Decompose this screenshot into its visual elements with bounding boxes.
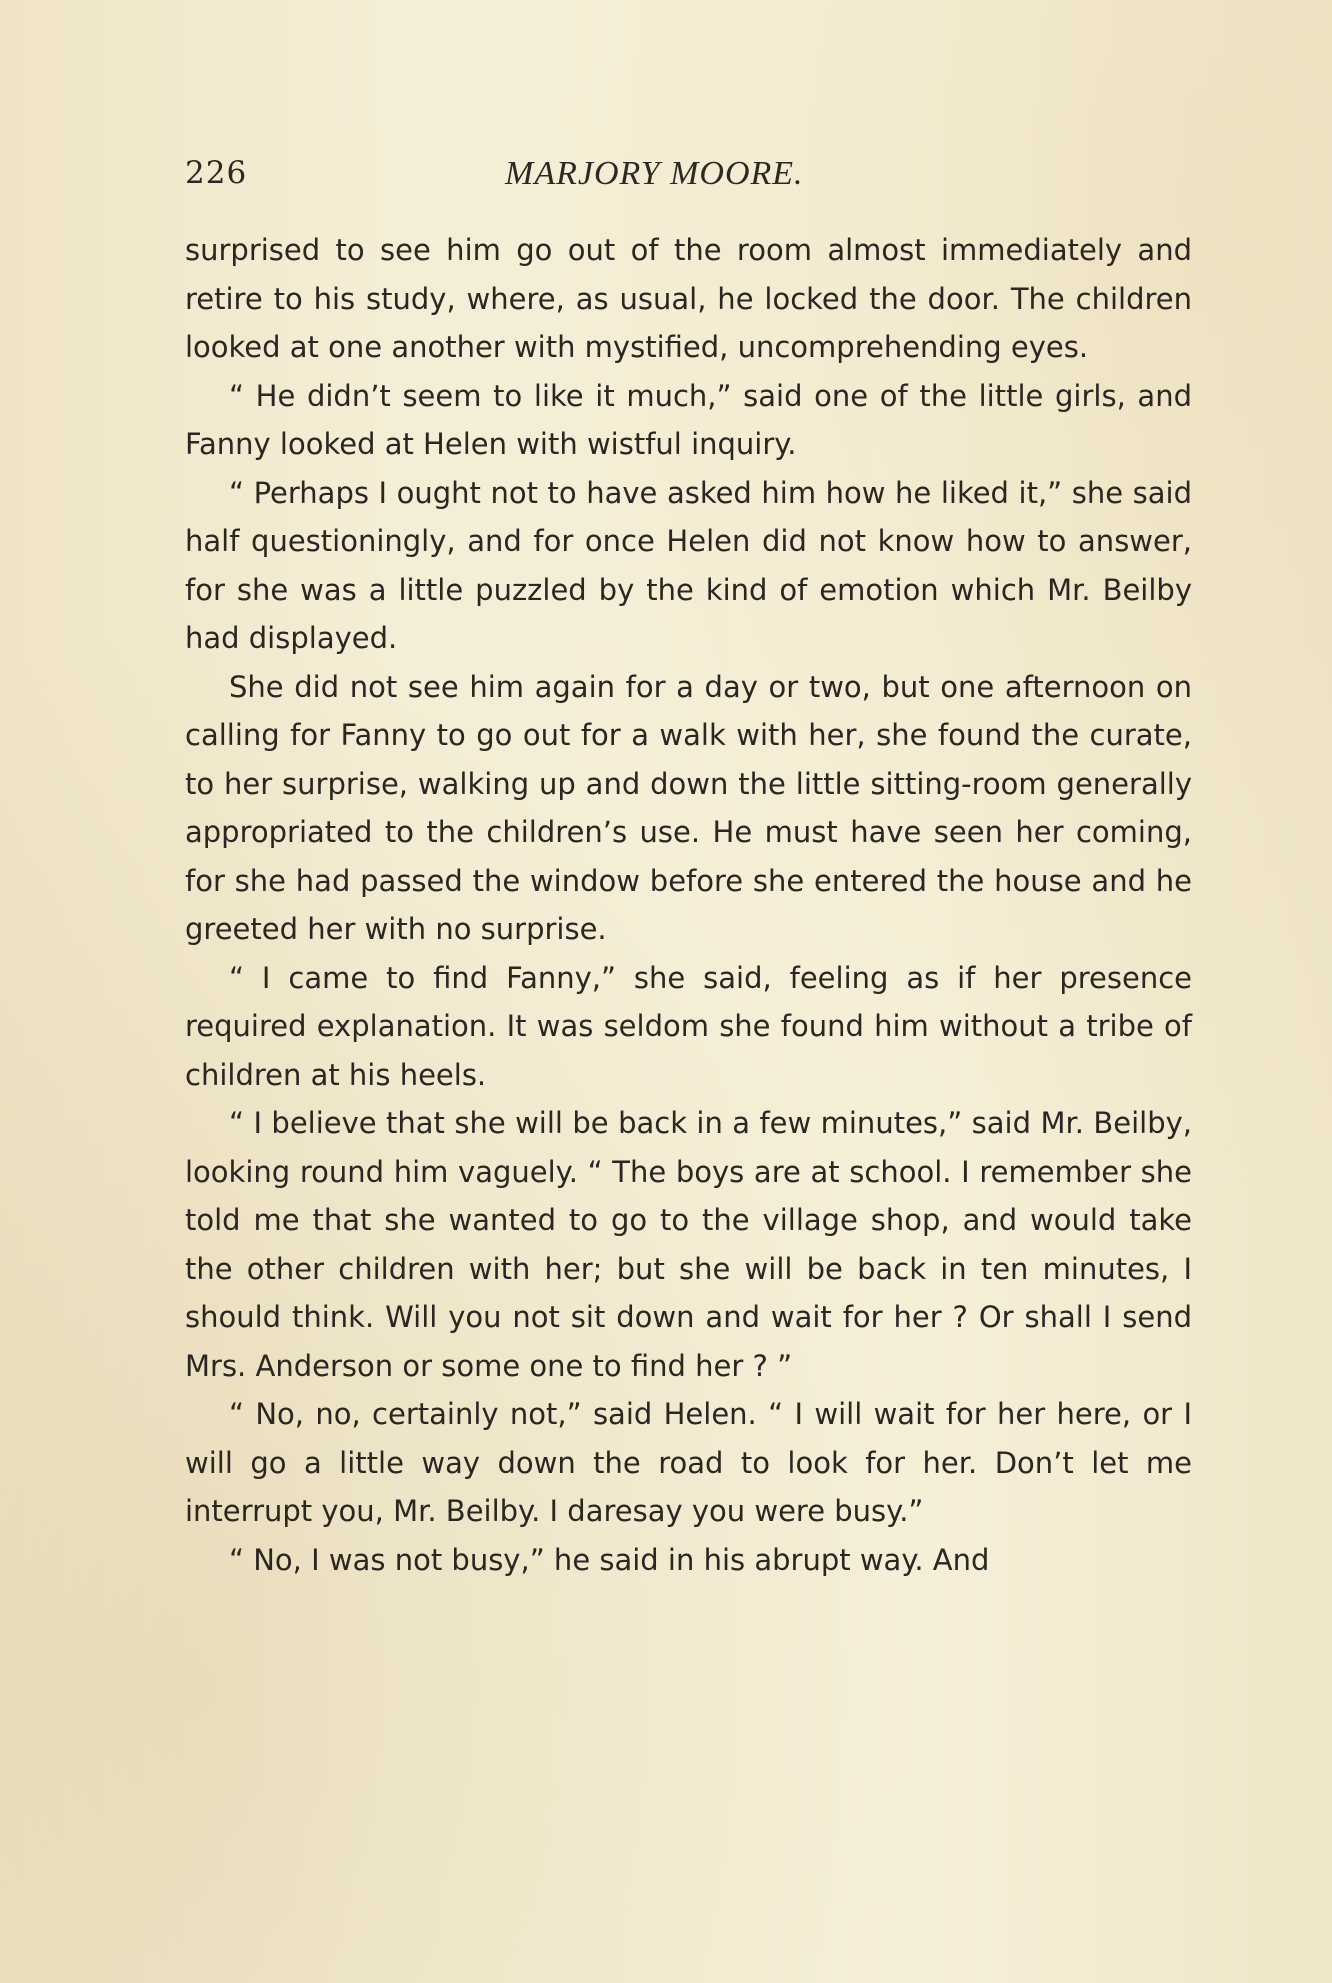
paragraph: “ I believe that she will be back in a few minutes,” said Mr. Beilby, looking round him vaguely. “ The boys are at school. I remember she told me that she wanted to go to the village shop, and would take the other children with her; but she will be back in ten minutes, I should think. Will you not sit down and wait for her ? Or shall I send Mrs. Anderson or some one to find her ? ” [185, 1106, 1192, 1383]
paragraph: “ He didn’t seem to like it much,” said one of the little girls, and Fanny looked at Helen with wistful inquiry. [185, 378, 1192, 461]
paragraph: “ I came to find Fanny,” she said, feeling as if her presence required explanation. It was seldom she found him without a tribe of children at his heels. [185, 960, 1192, 1092]
running-title: MARJORY MOORE. [505, 155, 804, 192]
paragraph: “ Perhaps I ought not to have asked him how he liked it,” she said half questioningly, and for once Helen did not know how to answer, for she was a little puzzled by the kind of emotion which Mr. Beilby had displayed. [185, 475, 1192, 655]
paragraph: “ No, I was not busy,” he said in his abrupt way. And [229, 1542, 990, 1577]
paragraph: “ No, no, certainly not,” said Helen. “ I will wait for her here, or I will go a little way down the road to look for her. Don’t let me interrupt you, Mr. Beilby. I daresay you were busy.” [185, 1397, 1192, 1528]
paragraph: surprised to see him go out of the room almost immediately and retire to his study, where, as usual, he locked the door. The children looked at one another with mystified, uncomprehending eyes. [185, 233, 1192, 364]
body-text [185, 226, 1192, 1584]
running-head [185, 155, 1192, 205]
page-number: 226 [185, 155, 248, 191]
paragraph: She did not see him again for a day or two, but one afternoon on calling for Fanny to go out for a walk with her, she found the curate, to her surprise, walking up and down the little sitting-room generally appropriated to the children’s use. He must have seen her coming, for she had passed the window before she entered the house and he greeted her with no surprise. [185, 669, 1192, 946]
